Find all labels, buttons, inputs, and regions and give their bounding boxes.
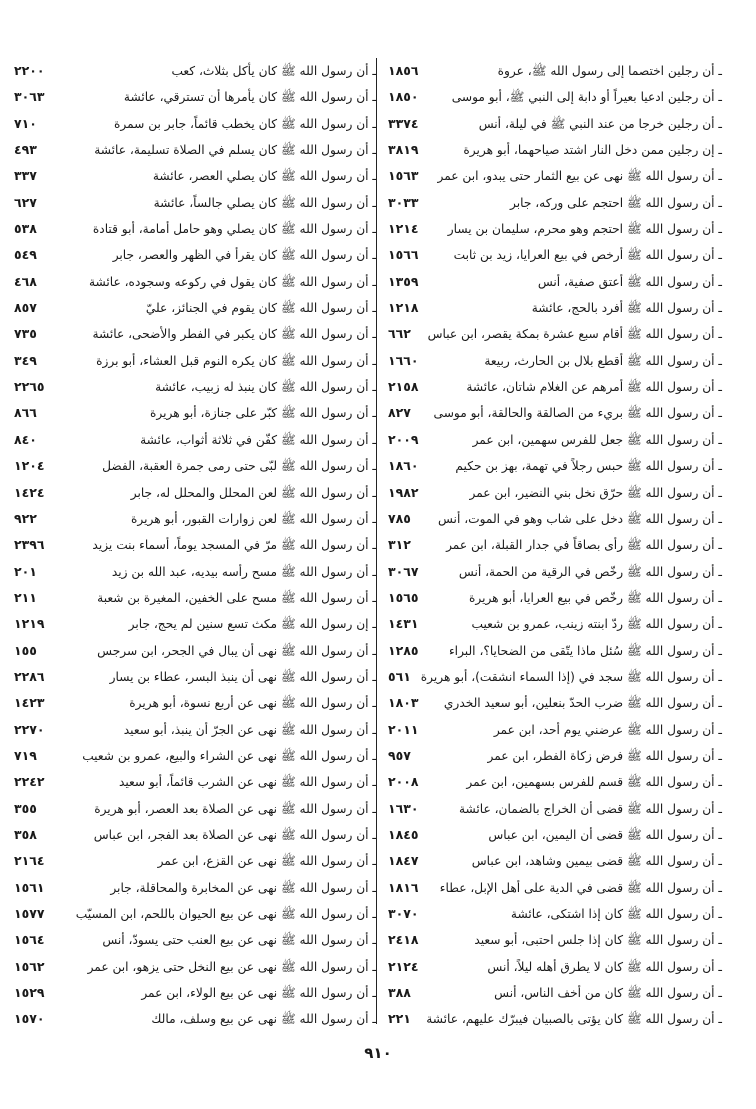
entry-text: ـ أن رسول الله ﷺ قسم للفرس بسهمين، ابن عمر <box>466 775 722 790</box>
index-entry <box>8 506 376 532</box>
entry-reference-number: ٢٢٤٢ <box>14 774 45 790</box>
entry-text: ـ أن رسول الله ﷺ كان يصلي جالساً، عائشة <box>153 195 376 210</box>
index-entry <box>8 242 376 268</box>
entry-text: ـ أن رسول الله ﷺ كان من أخف الناس، أنس <box>494 986 722 1001</box>
index-entry <box>8 348 376 374</box>
index-entry <box>382 242 722 268</box>
entry-text: ـ أن رجلين خرجا من عند النبي ﷺ في ليلة، أنس <box>478 116 722 131</box>
entry-text: ـ أن رسول الله ﷺ احتجم وهو محرم، سليمان بن يسار <box>447 222 722 237</box>
entry-reference-number: ٧١٠ <box>14 115 37 131</box>
entry-reference-number: ٥٦١ <box>388 668 411 684</box>
entry-reference-number: ٣٤٩ <box>14 352 37 368</box>
index-entry <box>382 348 722 374</box>
entry-text: ـ أن رسول الله ﷺ سُئل ماذا يتّقى من الضحايا؟، البراء <box>448 643 722 658</box>
entry-reference-number: ١٥٧٠ <box>14 1011 45 1027</box>
entry-text: ـ أن رسول الله ﷺ نهى عن بيع وسلف، مالك <box>151 1012 376 1027</box>
index-entry <box>8 295 376 321</box>
entry-text: ـ أن رسول الله ﷺ كان يقرأ في الظهر والعصر، جابر <box>112 248 376 263</box>
entry-reference-number: ٦٦٢ <box>388 326 411 342</box>
entry-reference-number: ٧٨٥ <box>388 510 411 526</box>
index-entry <box>8 559 376 585</box>
index-entry <box>8 611 376 637</box>
entry-reference-number: ٢٢٨٦ <box>14 668 45 684</box>
entry-reference-number: ١٢١٨ <box>388 300 419 316</box>
entry-text: ـ أن رسول الله ﷺ كان لا يطرق أهله ليلاً، أنس <box>487 959 722 974</box>
entry-text: ـ أن رجلين اختصما إلى رسول الله ﷺ، عروة <box>497 64 722 78</box>
entry-text: ـ أن رسول الله ﷺ نهى عن أربع نسوة، أبو هريرة <box>129 696 376 711</box>
entry-text: ـ أن رسول الله ﷺ مسح على الخفين، المغيرة بن شعبة <box>97 590 376 605</box>
entry-reference-number: ١٨١٦ <box>388 879 419 895</box>
index-entry <box>8 480 376 506</box>
column-divider <box>376 58 377 1024</box>
index-entry <box>382 954 722 980</box>
entry-text: ـ أن رسول الله ﷺ نهى عن الصلاة بعد الفجر، ابن عباس <box>93 827 376 842</box>
index-entry <box>382 559 722 585</box>
entry-text: ـ أن رسول الله ﷺ كان يكره النوم قبل العشاء، أبو برزة <box>96 353 376 368</box>
entry-reference-number: ١٨٦٠ <box>388 458 419 474</box>
entry-reference-number: ١٤٢٣ <box>14 695 45 711</box>
entry-text: ـ أن رسول الله ﷺ نهى عن بيع الحيوان باللحم، ابن المسيّب <box>75 907 376 921</box>
index-entry <box>382 216 722 242</box>
entry-text: ـ أن رسول الله ﷺ نهى عن المخابرة والمحاقلة، جابر <box>110 880 376 895</box>
entry-text: ـ أن رسول الله ﷺ قضى في الدية على أهل الإبل، عطاء <box>439 880 722 895</box>
entry-reference-number: ٣٠٦٣ <box>14 89 45 105</box>
entry-reference-number: ١٢١٤ <box>388 221 419 237</box>
index-entry <box>382 901 722 927</box>
entry-text: ـ أن رسول الله ﷺ نهى عن الشراء والبيع، عمرو بن شعيب <box>82 748 376 763</box>
entry-reference-number: ١٨٥٠ <box>388 89 419 105</box>
index-entry <box>8 769 376 795</box>
entry-text: ـ أن رسول الله ﷺ كان يأكل بثلاث، كعب <box>171 64 376 78</box>
index-entry <box>382 58 722 84</box>
entry-reference-number: ٤٩٣ <box>14 142 37 158</box>
index-entry <box>8 453 376 479</box>
entry-reference-number: ١٣٥٩ <box>388 273 419 289</box>
index-entry <box>382 295 722 321</box>
entry-text: ـ أن رجلين ادعيا بعيراً أو دابة إلى النبي ﷺ، أبو موسى <box>451 90 722 105</box>
entry-text: ـ أن رسول الله ﷺ قضى أن اليمين، ابن عباس <box>488 827 722 842</box>
entry-text: ـ أن رسول الله ﷺ احتجم على وركه، جابر <box>510 195 722 210</box>
entry-reference-number: ٢١١ <box>14 589 37 605</box>
entry-reference-number: ٢١٢٤ <box>388 958 419 974</box>
entry-text: ـ أن رسول الله ﷺ نهى عن بيع العنب حتى يسودّ، أنس <box>102 933 376 948</box>
entry-reference-number: ٢٢١ <box>388 1011 411 1027</box>
index-entry <box>8 532 376 558</box>
entry-text: ـ أن رسول الله ﷺ كان يقول في ركوعه وسجوده، عائشة <box>88 274 376 289</box>
index-entry <box>382 743 722 769</box>
entry-text: ـ أن رسول الله ﷺ قضى أن الخراج بالضمان، عائشة <box>458 801 722 816</box>
index-entry <box>382 875 722 901</box>
index-entry <box>8 822 376 848</box>
index-entry <box>8 84 376 110</box>
entry-text: ـ إن رجلين ممن دخل النار اشتد صياحهما، أبو هريرة <box>463 143 722 158</box>
entry-reference-number: ٣٣٧ <box>14 168 37 184</box>
entry-text: ـ أن رسول الله ﷺ نهى عن الشرب قائماً، أبو سعيد <box>118 775 376 790</box>
entry-text: ـ أن رسول الله ﷺ مسح رأسه بيديه، عبد الله بن زيد <box>111 564 376 579</box>
index-entry <box>8 321 376 347</box>
entry-reference-number: ٣٨٨ <box>388 985 411 1001</box>
index-entry <box>8 690 376 716</box>
entry-text: ـ أن رسول الله ﷺ كان ينبذ له زبيب، عائشة <box>155 380 376 395</box>
entry-text: ـ أن رسول الله ﷺ كان يصلي وهو حامل أمامة، أبو قتادة <box>92 222 376 237</box>
entry-reference-number: ٩٢٢ <box>14 510 37 526</box>
entry-text: ـ أن رسول الله ﷺ لبّى حتى رمى جمرة العقبة، الفضل <box>102 459 376 474</box>
entry-text: ـ أن رسول الله ﷺ سجد في (إذا السماء انشقت)، أبو هريرة <box>420 669 722 684</box>
index-entry <box>382 611 722 637</box>
entry-reference-number: ١٢٠٤ <box>14 458 45 474</box>
index-entry <box>8 400 376 426</box>
entry-text: ـ إن رسول الله ﷺ مكث تسع سنين لم يحج، جابر <box>128 617 376 632</box>
index-entry <box>382 374 722 400</box>
entry-reference-number: ١٥٦٥ <box>388 589 419 605</box>
index-entry <box>8 664 376 690</box>
entry-reference-number: ٢٢٧٠ <box>14 721 45 737</box>
entry-text: ـ أن رسول الله ﷺ نهى عن القزع، ابن عمر <box>157 854 376 869</box>
entry-reference-number: ١٢١٩ <box>14 616 45 632</box>
entry-text: ـ أن رسول الله ﷺ كان يصلي العصر، عائشة <box>152 169 376 184</box>
entry-text: ـ أن رسول الله ﷺ نهى أن ينبذ البسر، عطاء بن يسار <box>109 669 376 684</box>
index-entry <box>382 163 722 189</box>
entry-text: ـ أن رسول الله ﷺ نهى أن يبال في الجحر، ابن سرجس <box>97 643 376 658</box>
entry-reference-number: ٦٢٧ <box>14 194 37 210</box>
index-entry <box>8 901 376 927</box>
index-entry <box>382 480 722 506</box>
index-entry <box>382 690 722 716</box>
entry-reference-number: ١٢٨٥ <box>388 642 419 658</box>
index-entry <box>382 400 722 426</box>
entry-reference-number: ١٤٢٤ <box>14 484 45 500</box>
entry-reference-number: ٢١٦٤ <box>14 853 45 869</box>
entry-reference-number: ٢٢٦٥ <box>14 379 45 395</box>
entry-reference-number: ٢٠٠٨ <box>388 774 419 790</box>
entry-reference-number: ٤٦٨ <box>14 273 37 289</box>
entry-text: ـ أن رسول الله ﷺ قضى بيمين وشاهد، ابن عباس <box>471 854 722 869</box>
index-entry <box>382 453 722 479</box>
index-entry <box>8 111 376 137</box>
entry-text: ـ أن رسول الله ﷺ رخّص في بيع العرايا، أبو هريرة <box>468 590 722 605</box>
entry-text: ـ أن رسول الله ﷺ ردّ ابنته زينب، عمرو بن شعيب <box>471 617 722 632</box>
entry-reference-number: ١٨٠٣ <box>388 695 419 711</box>
entry-reference-number: ٨٦٦ <box>14 405 37 421</box>
entry-text: ـ أن رسول الله ﷺ أقام سبع عشرة بمكة يقصر، ابن عباس <box>427 327 722 342</box>
index-entry <box>8 163 376 189</box>
index-entry <box>382 190 722 216</box>
entry-reference-number: ٨٢٧ <box>388 405 411 421</box>
entry-reference-number: ٥٣٨ <box>14 221 37 237</box>
entry-text: ـ أن رسول الله ﷺ كفّن في ثلاثة أثواب، عائشة <box>140 432 376 447</box>
entry-reference-number: ٢٠١ <box>14 563 37 579</box>
index-entry <box>8 1006 376 1032</box>
entry-reference-number: ٩٥٧ <box>388 747 411 763</box>
entry-reference-number: ٣٥٨ <box>14 826 37 842</box>
entry-text: ـ أن رسول الله ﷺ مرّ في المسجد يوماً، أسماء بنت يزيد <box>92 538 376 553</box>
index-entry <box>382 269 722 295</box>
entry-text: ـ أن رسول الله ﷺ أفرد بالحج، عائشة <box>531 301 722 316</box>
index-entry <box>382 927 722 953</box>
entry-text: ـ أن رسول الله ﷺ أرخص في بيع العرايا، زيد بن ثابت <box>453 248 722 263</box>
entry-text: ـ أن رسول الله ﷺ كان إذا جلس احتبى، أبو سعيد <box>474 933 722 948</box>
index-entry <box>382 585 722 611</box>
index-entry <box>382 84 722 110</box>
entry-reference-number: ١٥٦٣ <box>388 168 419 184</box>
entry-text: ـ أن رسول الله ﷺ كان يكبر في الفطر والأضحى، عائشة <box>92 327 376 342</box>
entry-reference-number: ٣٥٥ <box>14 800 37 816</box>
entry-reference-number: ١٥٦٦ <box>388 247 419 263</box>
index-entry <box>8 374 376 400</box>
entry-reference-number: ١٥٦٤ <box>14 932 45 948</box>
entry-text: ـ أن رسول الله ﷺ نهى عن بيع الثمار حتى يبدو، ابن عمر <box>437 169 722 184</box>
entry-text: ـ أن رسول الله ﷺ نهى عن بيع الولاء، ابن عمر <box>141 986 376 1001</box>
entry-reference-number: ٣١٢ <box>388 537 411 553</box>
entry-reference-number: ٧٣٥ <box>14 326 37 342</box>
index-entry <box>382 848 722 874</box>
entry-reference-number: ٢١٥٨ <box>388 379 419 395</box>
entry-text: ـ أن رسول الله ﷺ نهى عن بيع النخل حتى يزهو، ابن عمر <box>87 959 376 974</box>
entry-text: ـ أن رسول الله ﷺ رخّص في الرقية من الحمة، أنس <box>458 564 722 579</box>
entry-reference-number: ١٥٢٩ <box>14 985 45 1001</box>
entry-text: ـ أن رسول الله ﷺ نهى عن الصلاة بعد العصر، أبو هريرة <box>94 801 376 816</box>
entry-text: ـ أن رسول الله ﷺ دخل على شاب وهو في الموت، أنس <box>438 511 722 526</box>
index-entry <box>382 427 722 453</box>
index-entry <box>8 190 376 216</box>
entry-text: ـ أن رسول الله ﷺ حبس رجلاً في تهمة، بهز بن حكيم <box>455 459 722 474</box>
index-column-left <box>8 58 376 1033</box>
index-entry <box>8 954 376 980</box>
entry-reference-number: ١٦٣٠ <box>388 800 419 816</box>
entry-text: ـ أن رسول الله ﷺ كبّر على جنازة، أبو هريرة <box>150 406 376 421</box>
entry-reference-number: ١٨٤٥ <box>388 826 419 842</box>
entry-text: ـ أن رسول الله ﷺ ضرب الحدّ بنعلين، أبو سعيد الخدري <box>443 696 722 711</box>
entry-text: ـ أن رسول الله ﷺ أعتق صفية، أنس <box>537 274 722 289</box>
index-entry <box>8 980 376 1006</box>
entry-text: ـ أن رسول الله ﷺ أقطع بلال بن الحارث، ربيعة <box>484 353 722 368</box>
entry-reference-number: ١٥٧٧ <box>14 906 45 921</box>
entry-reference-number: ٢٢٠٠ <box>14 63 45 78</box>
entry-reference-number: ٣٠٦٧ <box>388 563 419 579</box>
entry-text: ـ أن رسول الله ﷺ كان إذا اشتكى، عائشة <box>510 907 722 921</box>
index-entry <box>382 796 722 822</box>
entry-reference-number: ١٥٦١ <box>14 879 45 895</box>
index-entry <box>8 216 376 242</box>
entry-text: ـ أن رسول الله ﷺ لعن زوارات القبور، أبو هريرة <box>131 511 376 526</box>
entry-reference-number: ٧١٩ <box>14 747 37 763</box>
entry-text: ـ أن رسول الله ﷺ كان يأمرها أن تسترقي، عائشة <box>123 90 376 105</box>
entry-text: ـ أن رسول الله ﷺ نهى عن الجرّ أن ينبذ، أبو سعيد <box>123 722 376 737</box>
entry-text: ـ أن رسول الله ﷺ عرضني يوم أحد، ابن عمر <box>493 722 722 737</box>
index-entry <box>382 717 722 743</box>
index-entry <box>8 848 376 874</box>
index-entry <box>382 1006 722 1032</box>
page-number: ٩١٠ <box>364 1044 392 1062</box>
index-column-right <box>382 58 722 1033</box>
entry-reference-number: ٨٥٧ <box>14 300 37 316</box>
index-entry <box>382 664 722 690</box>
entry-reference-number: ٢٠٠٩ <box>388 431 419 447</box>
index-entry <box>382 321 722 347</box>
entry-text: ـ أن رسول الله ﷺ كان يؤتى بالصبيان فيبرّك عليهم، عائشة <box>426 1012 722 1027</box>
index-entry <box>8 58 376 84</box>
entry-text: ـ أن رسول الله ﷺ لعن المحلل والمحلل له، جابر <box>130 485 376 500</box>
entry-reference-number: ١٨٤٧ <box>388 853 419 869</box>
index-entry <box>382 980 722 1006</box>
entry-reference-number: ٨٤٠ <box>14 431 37 447</box>
entry-text: ـ أن رسول الله ﷺ أمرهم عن الغلام شاتان، عائشة <box>466 380 722 395</box>
entry-text: ـ أن رسول الله ﷺ بريء من الصالقة والحالقة، أبو موسى <box>433 406 722 421</box>
index-entry <box>8 269 376 295</box>
index-entry <box>382 506 722 532</box>
index-entry <box>382 532 722 558</box>
index-entry <box>8 638 376 664</box>
index-entry <box>382 137 722 163</box>
entry-reference-number: ٣٣٧٤ <box>388 115 419 131</box>
entry-text: ـ أن رسول الله ﷺ رأى بصاقاً في جدار القبلة، ابن عمر <box>446 538 722 553</box>
index-entry <box>382 638 722 664</box>
entry-reference-number: ١٤٣١ <box>388 616 419 632</box>
index-entry <box>8 717 376 743</box>
entry-text: ـ أن رسول الله ﷺ جعل للفرس سهمين، ابن عمر <box>472 432 722 447</box>
index-entry <box>8 585 376 611</box>
entry-text: ـ أن رسول الله ﷺ حرّق نخل بني النضير، ابن عمر <box>469 485 722 500</box>
index-entry <box>8 796 376 822</box>
index-entry <box>8 137 376 163</box>
entry-reference-number: ١٥٥ <box>14 642 37 658</box>
entry-text: ـ أن رسول الله ﷺ كان يقوم في الجنائز، عليّ <box>145 301 376 316</box>
entry-reference-number: ١٨٥٦ <box>388 63 419 78</box>
entry-reference-number: ٢٤١٨ <box>388 932 419 948</box>
index-entry <box>8 427 376 453</box>
entry-text: ـ أن رسول الله ﷺ كان يخطب قائماً، جابر بن سمرة <box>113 116 376 131</box>
entry-text: ـ أن رسول الله ﷺ فرض زكاة الفطر، ابن عمر <box>487 748 722 763</box>
entry-reference-number: ٣٠٣٣ <box>388 194 419 210</box>
entry-reference-number: ٥٤٩ <box>14 247 37 263</box>
entry-reference-number: ٢٠١١ <box>388 721 419 737</box>
entry-text: ـ أن رسول الله ﷺ كان يسلم في الصلاة تسليمة، عائشة <box>94 143 376 158</box>
entry-reference-number: ٣٨١٩ <box>388 142 419 158</box>
entry-reference-number: ٢٣٩٦ <box>14 537 45 553</box>
entry-reference-number: ١٩٨٢ <box>388 484 419 500</box>
index-entry <box>8 927 376 953</box>
index-entry <box>382 822 722 848</box>
index-entry <box>8 743 376 769</box>
index-entry <box>8 875 376 901</box>
entry-reference-number: ١٥٦٢ <box>14 958 45 974</box>
index-entry <box>382 111 722 137</box>
entry-reference-number: ٣٠٧٠ <box>388 906 419 921</box>
entry-reference-number: ١٦٦٠ <box>388 352 419 368</box>
index-entry <box>382 769 722 795</box>
